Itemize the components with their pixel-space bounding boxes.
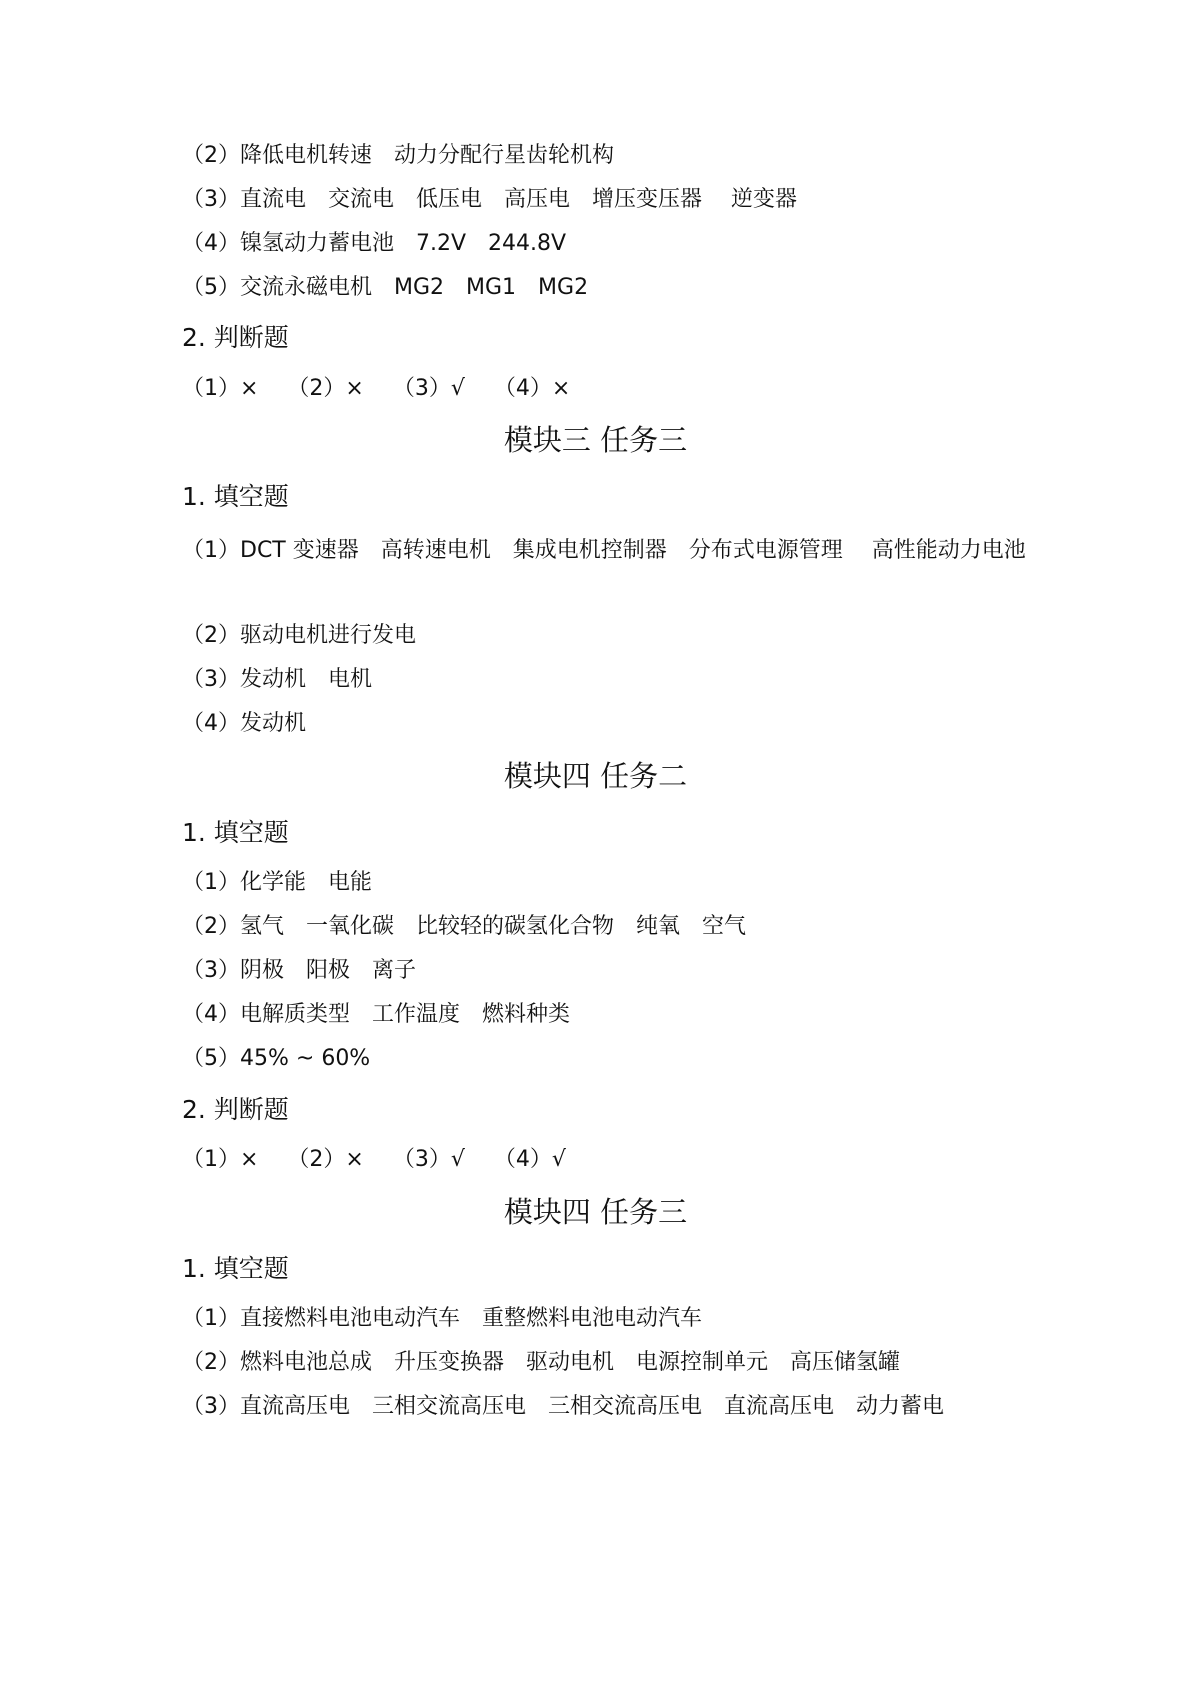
answer-line: （1）DCT 变速器 高转速电机 集成电机控制器 分布式电源管理 高性能动力电池 — [182, 538, 1026, 563]
answer-line: （3）直流高压电 三相交流高压电 三相交流高压电 直流高压电 动力蓄电 — [182, 1394, 944, 1419]
answer-line: （3）发动机 电机 — [182, 667, 372, 692]
answer-line: （5）45% ~ 60% — [182, 1046, 371, 1071]
judge-heading: 2. 判断题 — [182, 1095, 289, 1124]
fill-heading: 1. 填空题 — [182, 482, 289, 511]
answer-line: （4）镍氢动力蓄电池 7.2V 244.8V — [182, 231, 567, 256]
answer-line: （1）化学能 电能 — [182, 870, 372, 895]
answer-line: （2）氢气 一氧化碳 比较轻的碳氢化合物 纯氧 空气 — [182, 914, 746, 939]
fill-heading: 1. 填空题 — [182, 1254, 289, 1283]
section-title: 模块四 任务三 — [503, 1195, 688, 1229]
section-title: 模块三 任务三 — [503, 423, 688, 457]
judge-heading: 2. 判断题 — [182, 323, 289, 352]
answer-line: （5）交流永磁电机 MG2 MG1 MG2 — [182, 275, 589, 300]
answer-line: （3）直流电 交流电 低压电 高压电 增压变压器 逆变器 — [182, 187, 797, 212]
answer-line: （2）降低电机转速 动力分配行星齿轮机构 — [182, 143, 614, 168]
answer-line: （4）发动机 — [182, 711, 306, 736]
answer-line: （1）直接燃料电池电动汽车 重整燃料电池电动汽车 — [182, 1306, 702, 1331]
answer-line: （4）电解质类型 工作温度 燃料种类 — [182, 1002, 570, 1027]
answer-line: （2）燃料电池总成 升压变换器 驱动电机 电源控制单元 高压储氢罐 — [182, 1350, 900, 1375]
fill-heading: 1. 填空题 — [182, 818, 289, 847]
judge-answers: （1）× （2）× （3）√ （4）√ — [182, 1147, 566, 1172]
judge-answers: （1）× （2）× （3）√ （4）× — [182, 376, 571, 401]
answer-line: （2）驱动电机进行发电 — [182, 623, 416, 648]
answer-line: （3）阴极 阳极 离子 — [182, 958, 416, 983]
section-title: 模块四 任务二 — [503, 759, 688, 793]
